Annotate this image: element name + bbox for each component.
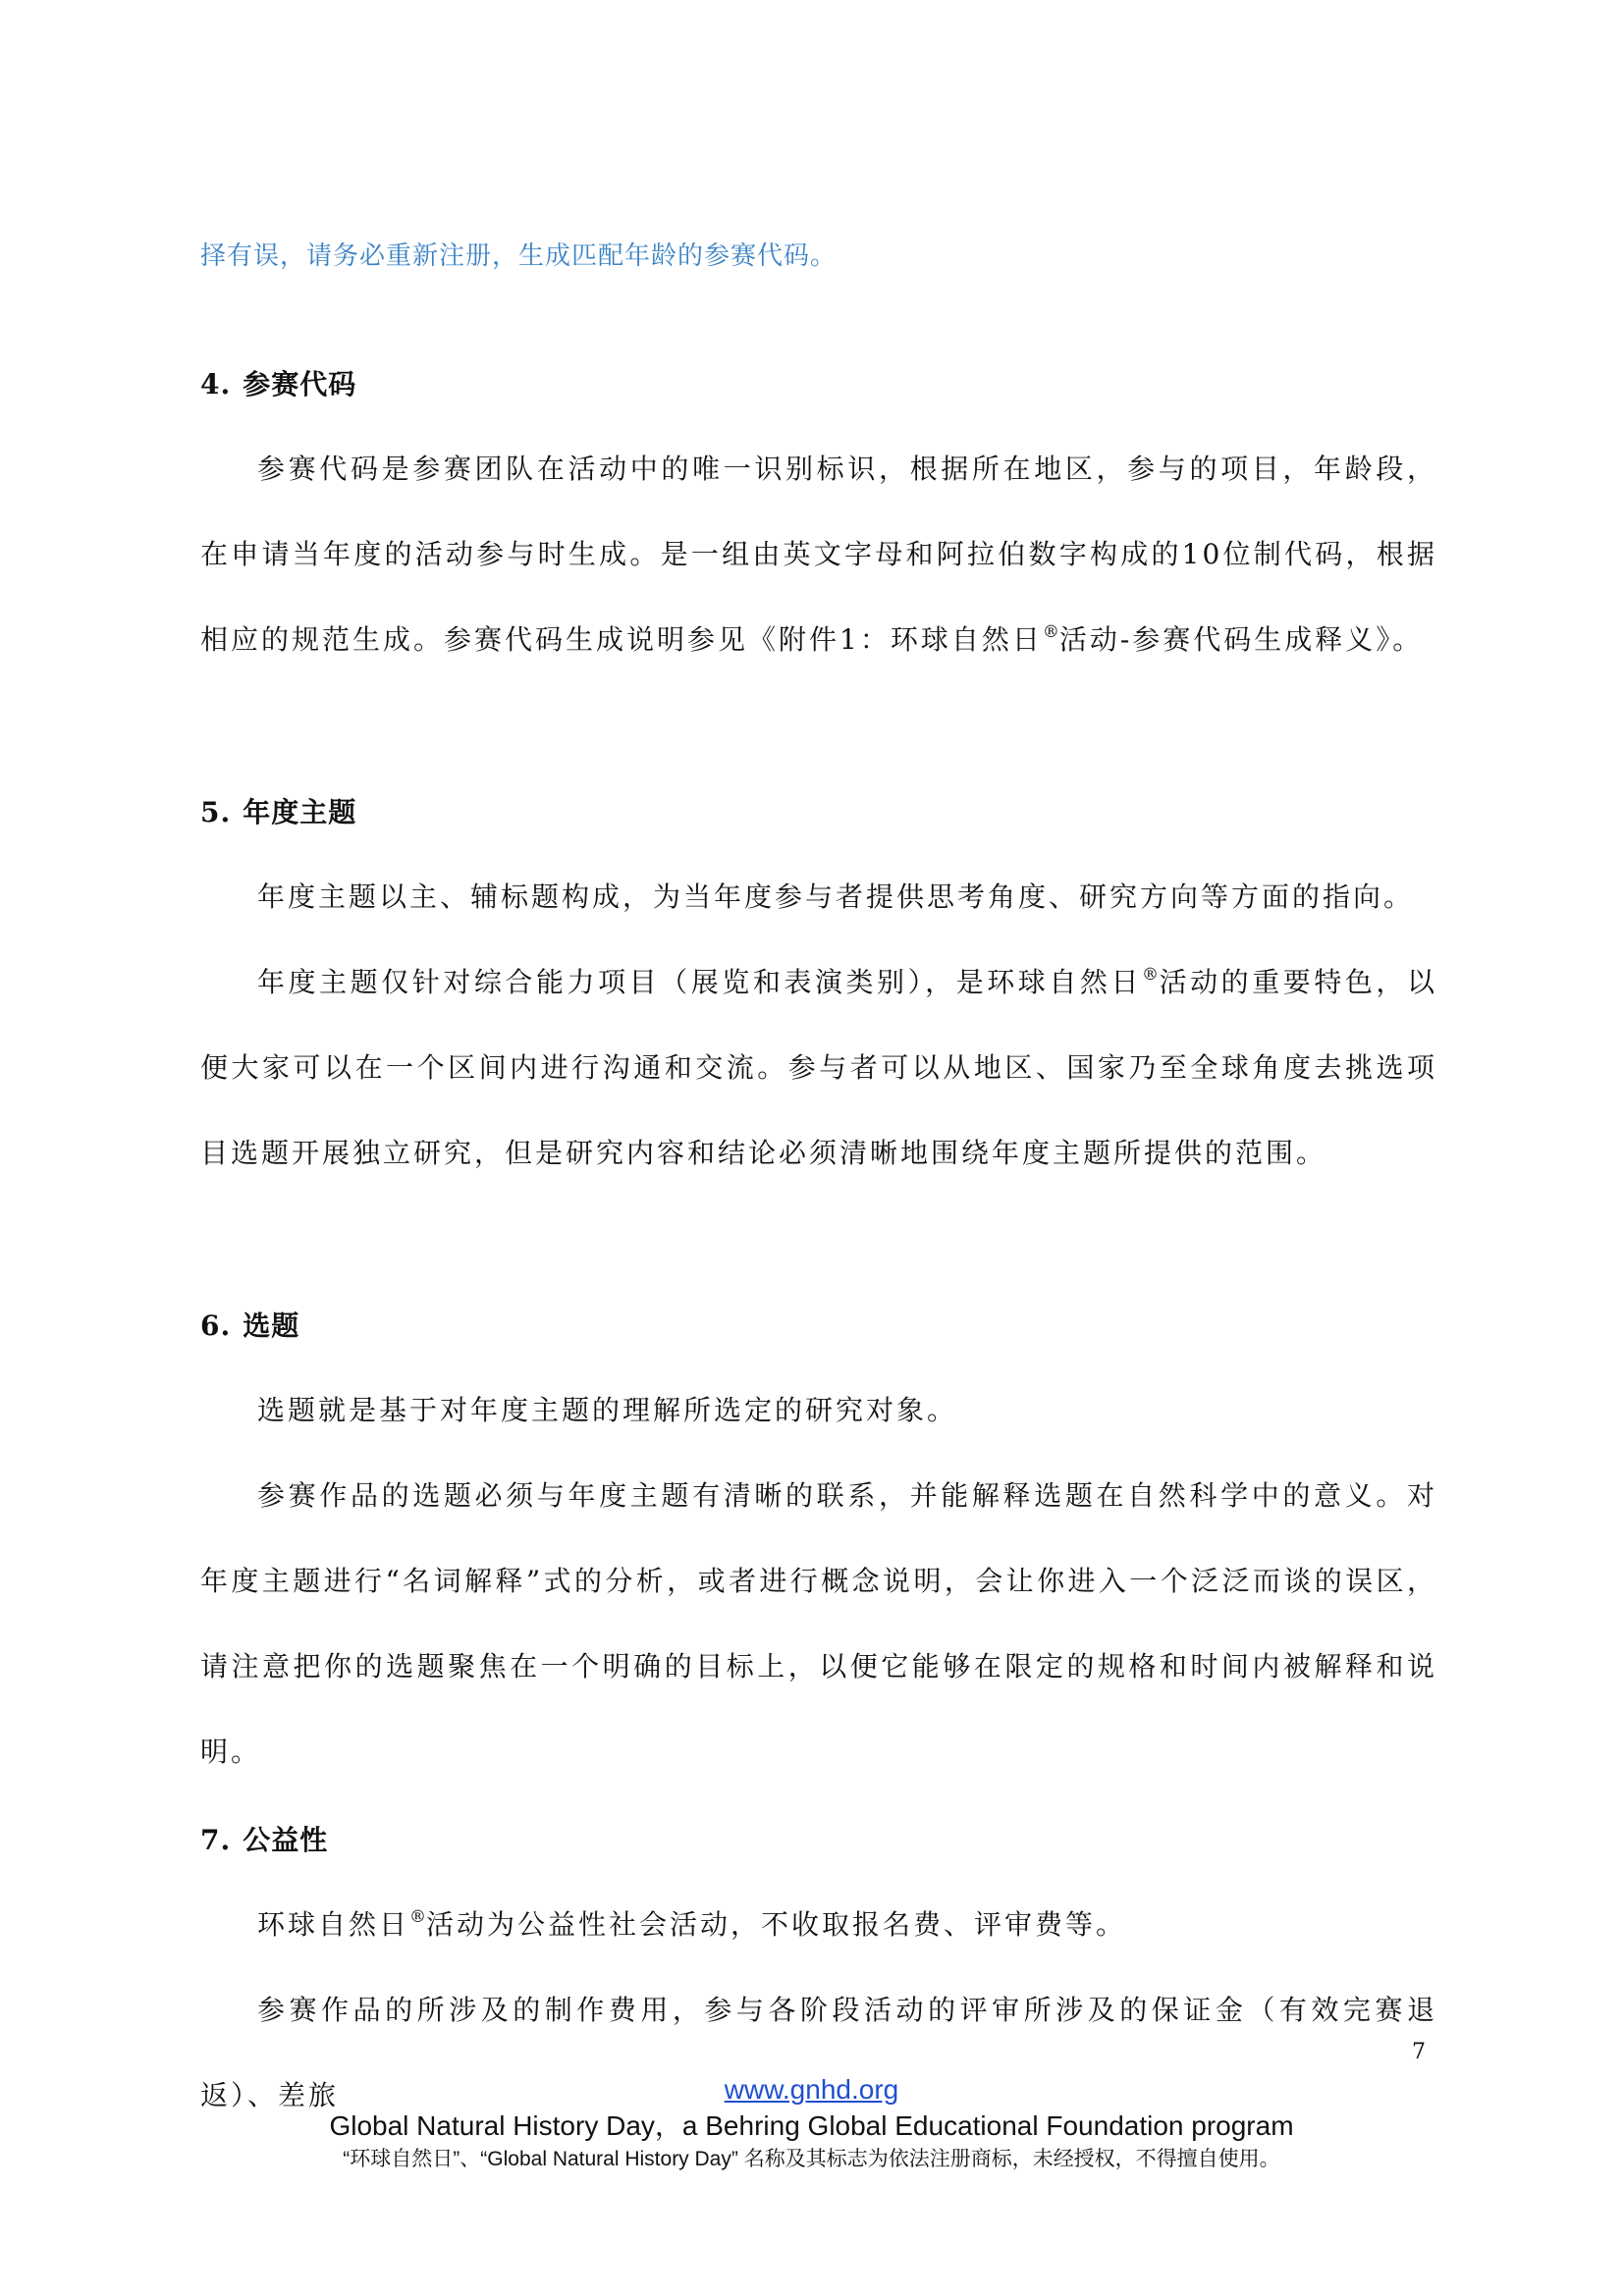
section-title: 参赛代码	[243, 368, 357, 400]
footer-program-line: Global Natural History Day，a Behring Global Educational Foundation program	[329, 2110, 1294, 2141]
section-number: 4.	[200, 368, 232, 400]
section-6	[200, 1307, 1437, 1794]
paragraph: 选题就是基于对年度主题的理解所选定的研究对象。	[257, 1394, 958, 1426]
section-heading	[200, 365, 1437, 404]
section-5	[200, 793, 1437, 1196]
section-number: 6.	[200, 1309, 232, 1342]
registered-mark: ®	[1142, 965, 1160, 985]
continuation-text: 择有误，请务必重新注册，生成匹配年龄的参赛代码。	[200, 241, 838, 271]
page-footer	[0, 2071, 1623, 2175]
registered-mark: ®	[1042, 622, 1059, 642]
paragraph: 年度主题仅针对综合能力项目（展览和表演类别），是环球自然日®活动的重要特色，以便大家可以在一个区间内进行沟通和交流。参与者可以从地区、国家乃至全球角度去挑选项目选题开展独立研究，但是研究内容和结论必须清晰地围绕年度主题所提供的范围。	[200, 965, 1437, 1169]
section-heading	[200, 1821, 1437, 1860]
footer-trademark-notice: “环球自然日”、“Global Natural History Day” 名称及其标志为依法注册商标，未经授权，不得擅自使用。	[343, 2148, 1280, 2170]
paragraph: 年度主题以主、辅标题构成，为当年度参与者提供思考角度、研究方向等方面的指向。	[257, 881, 1415, 913]
section-number: 5.	[200, 796, 232, 828]
paragraph: 参赛代码是参赛团队在活动中的唯一识别标识，根据所在地区，参与的项目，年龄段，在申请当年度的活动参与时生成。是一组由英文字母和阿拉伯数字构成的10位制代码，根据相应的规范生成。参赛代码生成说明参见《附件1：环球自然日®活动-参赛代码生成释义》。	[200, 453, 1437, 656]
registered-mark: ®	[409, 1907, 427, 1927]
page-number: 7	[1412, 2040, 1426, 2064]
section-heading	[200, 1307, 1437, 1346]
section-title: 选题	[243, 1309, 300, 1342]
paragraph: 参赛作品的所涉及的制作费用，参与各阶段活动的评审所涉及的保证金（有效完赛退返）、差旅	[200, 1994, 1437, 2111]
section-title: 年度主题	[243, 796, 357, 828]
paragraph: 环球自然日®活动为公益性社会活动，不收取报名费、评审费等。	[257, 1907, 1127, 1941]
section-heading	[200, 793, 1437, 832]
paragraph: 参赛作品的选题必须与年度主题有清晰的联系，并能解释选题在自然科学中的意义。对年度主题进行“名词解释”式的分析，或者进行概念说明，会让你进入一个泛泛而谈的误区，请注意把你的选题聚焦在一个明确的目标上，以便它能够在限定的规格和时间内被解释和说明。	[200, 1479, 1437, 1768]
section-4	[200, 365, 1437, 682]
section-title: 公益性	[243, 1824, 329, 1856]
footer-link[interactable]: www.gnhd.org	[724, 2074, 899, 2105]
section-number: 7.	[200, 1824, 232, 1856]
